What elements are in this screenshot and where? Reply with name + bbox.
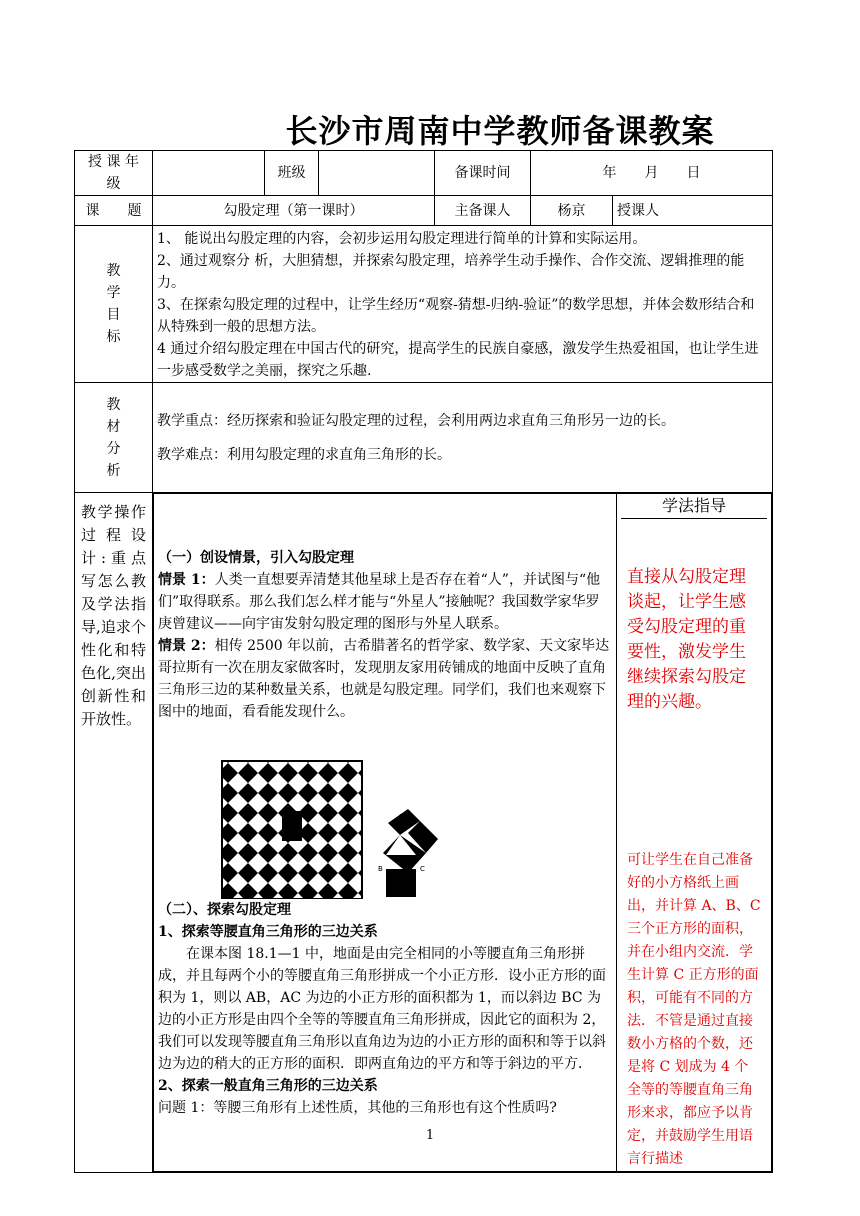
lesson-plan-table bbox=[74, 150, 773, 1173]
label-a: A bbox=[398, 812, 403, 821]
page-title: 长沙市周南中学教师备课教案 bbox=[285, 112, 715, 150]
process-content bbox=[154, 494, 617, 1172]
grade-value bbox=[153, 151, 265, 196]
prep-time-label: 备课时间 bbox=[435, 151, 531, 196]
process-inner bbox=[153, 493, 772, 1172]
goals-content bbox=[153, 226, 773, 383]
class-value bbox=[319, 151, 435, 196]
guide-header: 学法指导 bbox=[621, 494, 767, 519]
goal-item: 4 通过介绍勾股定理在中国古代的研究，提高学生的民族自豪感，激发学生热爱祖国，也让学生进一步感受数学之美丽，探究之乐趣. bbox=[157, 341, 759, 379]
goals-label: 教 学 目 标 bbox=[75, 226, 153, 383]
pythagoras-tile-figure bbox=[158, 723, 618, 899]
class-label: 班级 bbox=[265, 151, 319, 196]
sub2-title: 2、探索一般直角三角形的三边关系 bbox=[158, 1077, 378, 1094]
topic-value: 勾股定理（第一课时） bbox=[153, 196, 435, 226]
label-c: C bbox=[420, 864, 425, 873]
key-point: 教学重点：经历探索和验证勾股定理的过程，会利用两边求直角三角形另一边的长。 bbox=[157, 412, 675, 429]
prep-date: 年 月 日 bbox=[531, 151, 773, 196]
guide-note-1: 直接从勾股定理谈起，让学生感受勾股定理的重要性，激发学生继续探索勾股定理的兴趣。 bbox=[627, 567, 746, 712]
question1: 问题 1：等腰三角形有上述性质，其他的三角形也有这个性质吗? bbox=[158, 1099, 557, 1116]
page-number: 1 bbox=[425, 1128, 435, 1143]
topic-label: 课 题 bbox=[75, 196, 153, 226]
section2-title: （二）、探索勾股定理 bbox=[158, 901, 291, 918]
sub1-text: 在课本图 18.1—1 中，地面是由完全相同的小等腰直角三角形拼成，并且每两个小的等腰直角三角形拼成一个小正方形．设小正方形的面积为 1，则以 AB，AC 为边的小正方形的面积都为 1，而以斜边 BC 为边的小正方形是由四个全等的等腰直角三角形拼成，因此它的面积为 2，我们可以发现等腰直角三角形以直角边为边的小正方形的面积和等于以斜边为边的稍大的正方形的面积．即两直角边的平方和等于斜边的平方． bbox=[158, 945, 606, 1072]
guide-note-2: 可让学生在自己准备好的小方格纸上画出，并计算 A、B、C 三个正方形的面积，并在小组内交流．学生计算 C 正方形的面积，可能有不同的方法．不管是通过直接数小方格的个数，还是将 C 划成为 4 个全等的等腰直角三角形来求，都应予以肯定，并鼓励学生用语言行描述 bbox=[627, 852, 761, 1167]
sub1-title: 1、探索等腰直角三角形的三边关系 bbox=[158, 923, 378, 940]
process-label: 教学操作过程设计:重点写怎么教及学法指导,追求个性化和特色化,突出创新性和开放性。 bbox=[75, 493, 153, 1173]
abc-diagram bbox=[383, 809, 438, 897]
tile-figure bbox=[158, 723, 612, 899]
difficulty: 教学难点：利用勾股定理的求直角三角形的长。 bbox=[157, 446, 451, 463]
analysis-content bbox=[153, 383, 773, 493]
grade-label: 授 课 年 级 bbox=[75, 151, 153, 196]
teacher-label: 授课人 bbox=[613, 196, 773, 226]
lead-teacher-value: 杨京 bbox=[531, 196, 613, 226]
goal-item: 1、 能说出勾股定理的内容，会初步运用勾股定理进行简单的计算和实际运用。 bbox=[157, 231, 647, 247]
goal-item: 2、通过观察分 析，大胆猜想，并探索勾股定理，培养学生动手操作、合作交流、逻辑推理的能力。 bbox=[157, 253, 745, 291]
goal-item: 3、在探索勾股定理的过程中，让学生经历“观察-猜想-归纳-验证”的数学思想，并体会数形结合和从特殊到一般的思想方法。 bbox=[157, 297, 755, 335]
analysis-label: 教 材 分 析 bbox=[75, 383, 153, 493]
scene2: 情景 2：相传 2500 年以前，古希腊著名的哲学家、数学家、天文家毕达哥拉斯有一次在朋友家做客时，发现朋友家用砖铺成的地面中反映了直角三角形三边的某种数量关系，也就是勾股定理。同学们，我们也来观察下图中的地面，看看能发现什么。 bbox=[158, 637, 610, 720]
label-b: B bbox=[378, 864, 383, 873]
section1-title: （一）创设情景，引入勾股定理 bbox=[158, 549, 354, 566]
guide-column bbox=[617, 494, 772, 1172]
scene1: 情景 1：人类一直想要弄清楚其他星球上是否存在着“人”，并试图与“他们”取得联系。那么我们怎么样才能与“外星人”接触呢？我国数学家华罗庚曾建议——向宇宙发射勾股定理的图形与外星人联系。 bbox=[158, 571, 601, 632]
lead-teacher-label: 主备课人 bbox=[435, 196, 531, 226]
